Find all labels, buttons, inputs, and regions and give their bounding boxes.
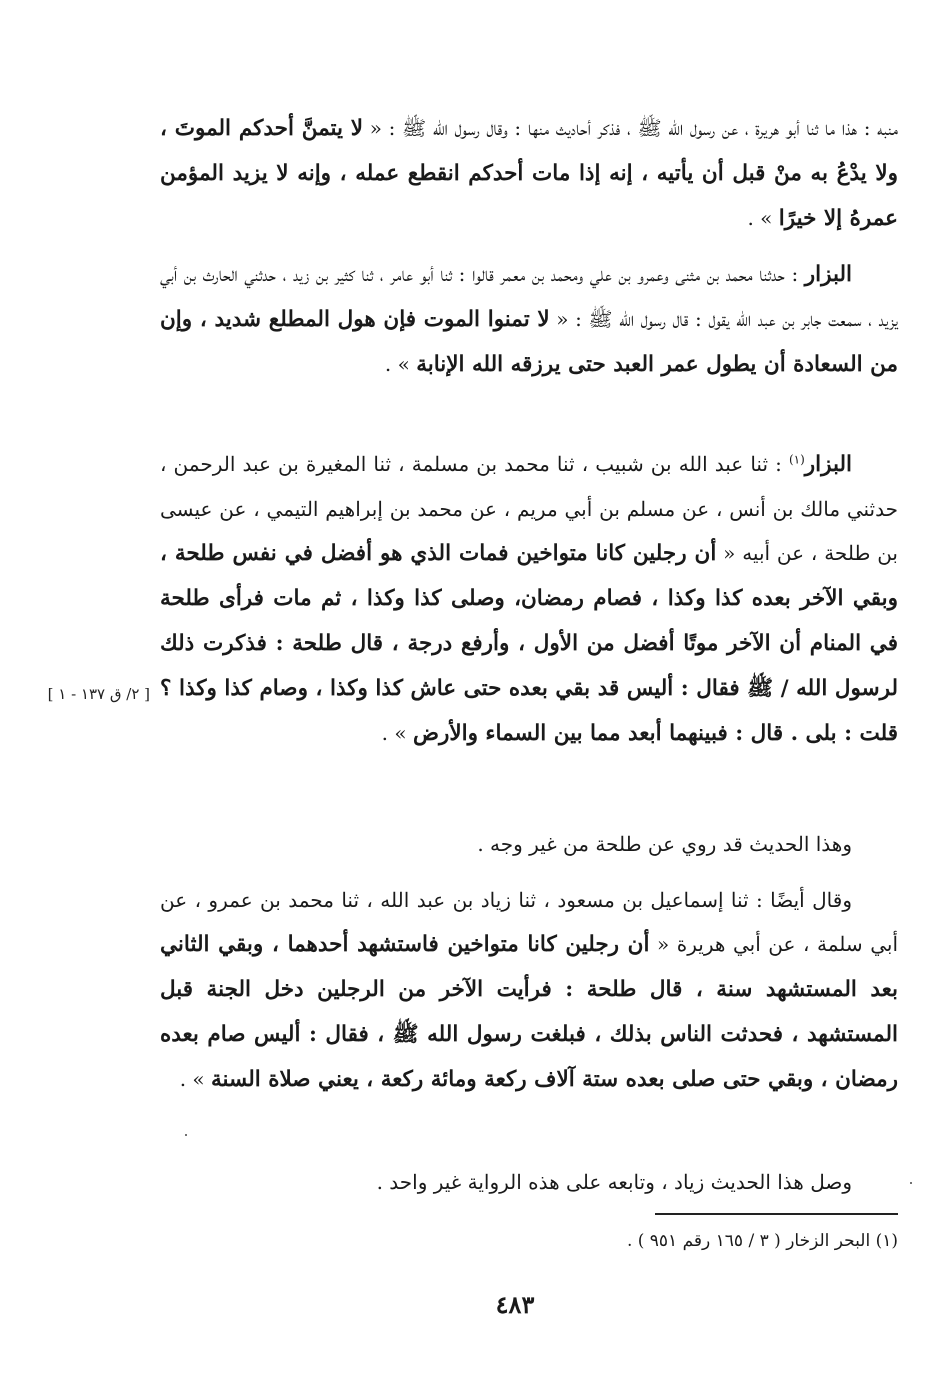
hadith-text-bold: أن رجلين كانا متواخين فاستشهد أحدهما ، وبقي الثاني بعد المستشهد سنة ، قال طلحة : فرأيت الآخر من الرجلين دخل الجنة قبل المستشهد ، فحدثت الناس بذلك ، فبلغت رسول الله ﷺ ، فقال : أليس صام بعده رمضان ، وبقي حتى صلى بعده ستة آلاف ركعة ومائة ركعة ، يعني صلاة السنة [160,932,898,1092]
paragraph-6 [160,1160,898,1204]
narration-text: : حدثنا محمد بن مثنى وعمرو بن علي ومحمد بن معمر قالوا : ثنا أبو عامر ، ثنا كثير بن زيد ، حدثني الحارث بن أبي يزيد ، سمعت جابر بن عبد الله يقول : قال رسول الله ﷺ : « [160,262,898,331]
narration-text: وهذا الحديث قد روي عن طلحة من غير وجه . [477,832,852,856]
hadith-text-bold: لا تمنوا الموت فإن هول المطلع شديد ، وإن من السعادة أن يطول عمر العبد حتى يرزقه الله الإنابة [160,307,898,377]
footnote-divider [655,1213,898,1215]
footnote-marker: (١) [788,452,805,467]
scan-speck [910,1182,912,1184]
hadith-text-bold: أن رجلين كانا متواخين فمات الذي هو أفضل في نفس طلحة ، وبقي الآخر بعده كذا وكذا ، فصام رمضان، وصلى كذا وكذا ، ثم مات فرأى طلحة في المنام أن الآخر موتًا أفضل من الأول ، وأرفع درجة ، قال طلحة : فذكرت ذلك لرسول الله / ﷺ فقال : أليس قد بقي بعده حتى عاش كذا وكذا ، وصام كذا وكذا ؟ قلت : بلى . قال : فبينهما أبعد مما بين السماء والأرض [160,541,898,746]
paragraph-5 [160,878,898,1102]
main-text-4 [160,822,898,866]
narration-text: » . [384,352,417,376]
narration-text: وقال أيضًا : ثنا إسماعيل بن مسعود ، ثنا زياد بن عبد الله ، ثنا محمد بن عمرو ، عن أبي سلمة ، عن أبي هريرة « [160,888,899,956]
page-number: ٤٨٣ [495,1290,535,1319]
paragraph-3 [160,442,898,756]
main-text-6 [160,1160,898,1204]
main-text-2 [160,252,898,387]
main-text-3 [160,442,898,756]
hadith-text-bold: البزار [804,262,852,287]
main-text-5 [160,878,898,1102]
paragraph-2 [160,252,898,387]
main-text [160,106,898,241]
manuscript-margin-reference: [ ٢/ ق ١٣٧ - ١ ] [47,685,150,703]
narration-text: » . [179,1067,211,1091]
narration-text: وصل هذا الحديث زياد ، وتابعه على هذه الرواية غير واحد . [376,1170,852,1194]
hadith-text-bold: البزار [804,452,852,477]
narration-text: منبه : هذا ما ثنا أبو هريرة ، عن رسول الله ﷺ ، فذكر أحاديث منها : وقال رسول الله ﷺ : « [363,116,898,140]
footnote: (١) البحر الزخار ( ٣ / ١٦٥ رقم ٩٥١ ) . [626,1231,898,1251]
narration-text: : ثنا عبد الله بن شبيب ، ثنا محمد بن مسلمة ، ثنا المغيرة بن عبد الرحمن ، حدثني مالك بن أنس ، عن مسلم بن أبي مريم ، عن محمد بن إبراهيم التيمي ، عن عيسى بن طلحة ، عن أبيه « [160,452,898,565]
paragraph-1 [160,106,898,241]
hadith-text-bold: لا يتمنَّ أحدكم الموتَ ، ولا يدْعُ به منْ قبل أن يأتيه ، إنه إذا مات أحدكم انقطع عمله ، وإنه لا يزيد المؤمن عمرهُ إلا خيرًا [160,116,898,231]
scan-speck [185,1134,187,1136]
narration-text: » . [747,206,779,230]
paragraph-4 [160,822,898,866]
narration-text: » . [381,721,413,745]
